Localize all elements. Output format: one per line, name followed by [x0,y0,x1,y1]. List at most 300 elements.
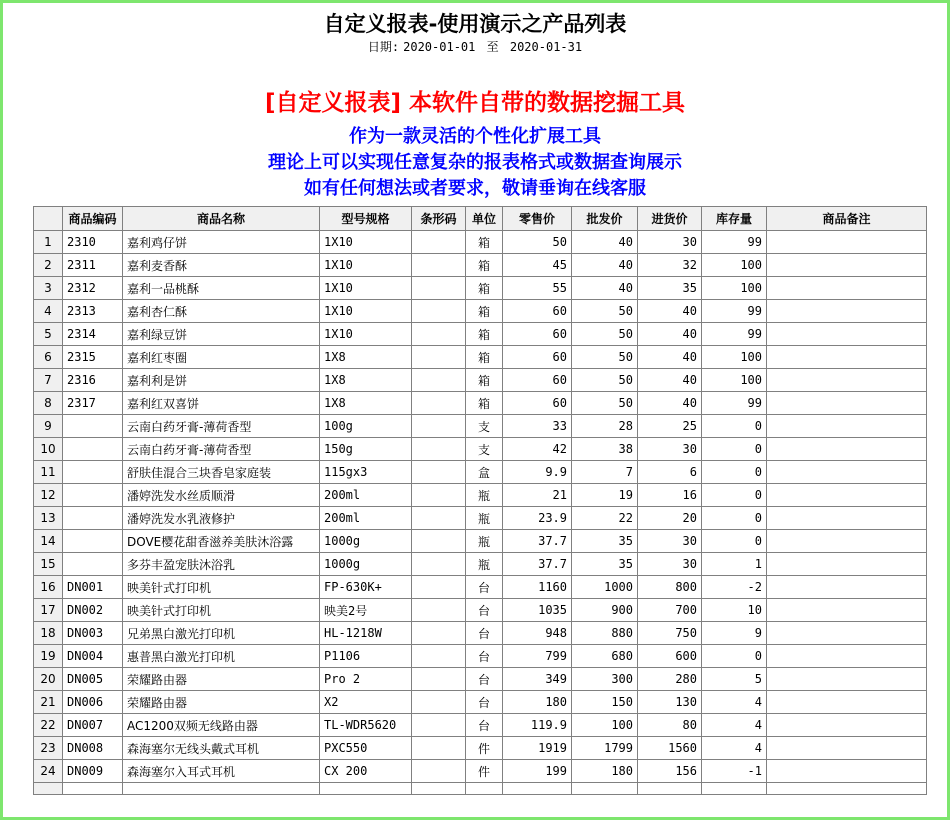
model-spec-cell[interactable]: 200ml [320,507,412,530]
table-row[interactable] [34,254,927,277]
barcode-cell[interactable] [412,277,466,300]
product-code-cell[interactable]: 2315 [63,346,123,369]
column-header-retail-price[interactable]: 零售价 [503,207,572,231]
row-index-cell[interactable]: 10 [34,438,63,461]
product-name-cell[interactable]: 荣耀路由器 [123,691,320,714]
wholesale-price-cell[interactable]: 40 [572,231,638,254]
stock-cell[interactable]: 99 [702,300,767,323]
model-spec-cell[interactable]: PXC550 [320,737,412,760]
retail-price-cell[interactable]: 37.7 [503,530,572,553]
product-code-cell[interactable]: DN003 [63,622,123,645]
note-cell[interactable] [767,737,927,760]
retail-price-cell[interactable]: 45 [503,254,572,277]
product-name-cell[interactable]: 嘉利一品桃酥 [123,277,320,300]
retail-price-cell[interactable]: 180 [503,691,572,714]
barcode-cell[interactable] [412,691,466,714]
table-row[interactable] [34,507,927,530]
stock-cell[interactable]: 0 [702,415,767,438]
model-spec-cell[interactable]: 1X8 [320,369,412,392]
barcode-cell[interactable] [412,300,466,323]
retail-price-cell[interactable]: 55 [503,277,572,300]
column-header-code[interactable]: 商品编码 [63,207,123,231]
product-name-cell[interactable]: 兄弟黑白激光打印机 [123,622,320,645]
product-code-cell[interactable]: DN009 [63,760,123,783]
unit-cell[interactable]: 盒 [466,461,503,484]
cost-price-cell[interactable]: 280 [638,668,702,691]
wholesale-price-cell[interactable]: 300 [572,668,638,691]
product-name-cell[interactable]: 嘉利红枣圈 [123,346,320,369]
unit-cell[interactable]: 台 [466,599,503,622]
unit-cell[interactable]: 瓶 [466,507,503,530]
cost-price-cell[interactable]: 80 [638,714,702,737]
wholesale-price-cell[interactable]: 900 [572,599,638,622]
product-code-cell[interactable] [63,783,123,795]
product-name-cell[interactable]: AC1200双频无线路由器 [123,714,320,737]
cost-price-cell[interactable]: 700 [638,599,702,622]
row-index-cell[interactable]: 13 [34,507,63,530]
note-cell[interactable] [767,369,927,392]
barcode-cell[interactable] [412,599,466,622]
row-index-cell[interactable]: 6 [34,346,63,369]
table-row[interactable] [34,668,927,691]
stock-cell[interactable]: 0 [702,461,767,484]
row-index-cell[interactable]: 14 [34,530,63,553]
table-row[interactable] [34,714,927,737]
column-header-wholesale-price[interactable]: 批发价 [572,207,638,231]
table-row[interactable] [34,231,927,254]
table-row[interactable] [34,369,927,392]
unit-cell[interactable]: 箱 [466,369,503,392]
row-index-cell[interactable]: 7 [34,369,63,392]
unit-cell[interactable]: 支 [466,415,503,438]
note-cell[interactable] [767,323,927,346]
product-code-cell[interactable]: 2310 [63,231,123,254]
unit-cell[interactable]: 件 [466,737,503,760]
cost-price-cell[interactable]: 20 [638,507,702,530]
product-name-cell[interactable]: 潘婷洗发水丝质顺滑 [123,484,320,507]
unit-cell[interactable]: 箱 [466,323,503,346]
barcode-cell[interactable] [412,530,466,553]
model-spec-cell[interactable]: 1000g [320,530,412,553]
unit-cell[interactable]: 瓶 [466,553,503,576]
cost-price-cell[interactable]: 25 [638,415,702,438]
stock-cell[interactable]: 0 [702,507,767,530]
unit-cell[interactable]: 箱 [466,392,503,415]
model-spec-cell[interactable]: 1X10 [320,300,412,323]
unit-cell[interactable]: 台 [466,668,503,691]
unit-cell[interactable]: 瓶 [466,484,503,507]
table-row[interactable] [34,599,927,622]
cost-price-cell[interactable]: 30 [638,231,702,254]
barcode-cell[interactable] [412,392,466,415]
cost-price-cell[interactable]: 40 [638,346,702,369]
barcode-cell[interactable] [412,714,466,737]
stock-cell[interactable]: 1 [702,553,767,576]
retail-price-cell[interactable]: 37.7 [503,553,572,576]
retail-price-cell[interactable]: 60 [503,346,572,369]
product-code-cell[interactable]: DN001 [63,576,123,599]
table-row[interactable] [34,415,927,438]
product-code-cell[interactable]: DN006 [63,691,123,714]
stock-cell[interactable]: 10 [702,599,767,622]
row-index-cell[interactable] [34,783,63,795]
product-name-cell[interactable]: 嘉利利是饼 [123,369,320,392]
table-row[interactable] [34,576,927,599]
product-code-cell[interactable]: DN007 [63,714,123,737]
retail-price-cell[interactable]: 60 [503,300,572,323]
product-name-cell[interactable]: 映美针式打印机 [123,599,320,622]
note-cell[interactable] [767,346,927,369]
product-code-cell[interactable]: DN004 [63,645,123,668]
stock-cell[interactable]: 99 [702,392,767,415]
table-row[interactable] [34,760,927,783]
note-cell[interactable] [767,714,927,737]
table-row[interactable] [34,645,927,668]
barcode-cell[interactable] [412,438,466,461]
cost-price-cell[interactable]: 40 [638,300,702,323]
wholesale-price-cell[interactable]: 880 [572,622,638,645]
model-spec-cell[interactable]: 1X8 [320,346,412,369]
cost-price-cell[interactable]: 800 [638,576,702,599]
product-code-cell[interactable]: 2311 [63,254,123,277]
product-code-cell[interactable] [63,553,123,576]
column-header-unit[interactable]: 单位 [466,207,503,231]
note-cell[interactable] [767,484,927,507]
barcode-cell[interactable] [412,576,466,599]
product-code-cell[interactable] [63,507,123,530]
note-cell[interactable] [767,599,927,622]
stock-cell[interactable] [702,783,767,795]
wholesale-price-cell[interactable]: 40 [572,254,638,277]
model-spec-cell[interactable]: 1X10 [320,254,412,277]
wholesale-price-cell[interactable]: 38 [572,438,638,461]
wholesale-price-cell[interactable]: 1000 [572,576,638,599]
table-row[interactable] [34,323,927,346]
note-cell[interactable] [767,438,927,461]
barcode-cell[interactable] [412,231,466,254]
note-cell[interactable] [767,231,927,254]
table-row[interactable] [34,300,927,323]
barcode-cell[interactable] [412,760,466,783]
product-name-cell[interactable]: 云南白药牙膏-薄荷香型 [123,415,320,438]
row-index-cell[interactable]: 9 [34,415,63,438]
note-cell[interactable] [767,392,927,415]
product-name-cell[interactable]: 森海塞尔无线头戴式耳机 [123,737,320,760]
table-row[interactable] [34,346,927,369]
barcode-cell[interactable] [412,553,466,576]
product-code-cell[interactable] [63,461,123,484]
model-spec-cell[interactable]: 200ml [320,484,412,507]
wholesale-price-cell[interactable]: 150 [572,691,638,714]
unit-cell[interactable]: 支 [466,438,503,461]
row-index-cell[interactable]: 5 [34,323,63,346]
wholesale-price-cell[interactable]: 1799 [572,737,638,760]
table-row[interactable] [34,392,927,415]
row-index-cell[interactable]: 18 [34,622,63,645]
cost-price-cell[interactable]: 30 [638,530,702,553]
unit-cell[interactable]: 台 [466,576,503,599]
note-cell[interactable] [767,507,927,530]
stock-cell[interactable]: 9 [702,622,767,645]
cost-price-cell[interactable]: 16 [638,484,702,507]
row-index-cell[interactable]: 4 [34,300,63,323]
stock-cell[interactable]: 99 [702,323,767,346]
row-index-cell[interactable]: 12 [34,484,63,507]
model-spec-cell[interactable]: HL-1218W [320,622,412,645]
stock-cell[interactable]: 0 [702,484,767,507]
wholesale-price-cell[interactable]: 50 [572,300,638,323]
note-cell[interactable] [767,645,927,668]
product-name-cell[interactable]: 嘉利鸡仔饼 [123,231,320,254]
product-name-cell[interactable]: 舒肤佳混合三块香皂家庭装 [123,461,320,484]
note-cell[interactable] [767,415,927,438]
retail-price-cell[interactable]: 23.9 [503,507,572,530]
model-spec-cell[interactable]: X2 [320,691,412,714]
wholesale-price-cell[interactable]: 28 [572,415,638,438]
wholesale-price-cell[interactable]: 50 [572,323,638,346]
unit-cell[interactable]: 箱 [466,300,503,323]
retail-price-cell[interactable]: 33 [503,415,572,438]
product-name-cell[interactable]: DOVE樱花甜香滋养美肤沐浴露 [123,530,320,553]
note-cell[interactable] [767,254,927,277]
wholesale-price-cell[interactable]: 7 [572,461,638,484]
barcode-cell[interactable] [412,622,466,645]
wholesale-price-cell[interactable]: 100 [572,714,638,737]
cost-price-cell[interactable]: 32 [638,254,702,277]
product-code-cell[interactable]: 2312 [63,277,123,300]
note-cell[interactable] [767,300,927,323]
barcode-cell[interactable] [412,484,466,507]
column-header-spec[interactable]: 型号规格 [320,207,412,231]
cost-price-cell[interactable]: 40 [638,369,702,392]
barcode-cell[interactable] [412,783,466,795]
cost-price-cell[interactable]: 156 [638,760,702,783]
model-spec-cell[interactable]: 1X8 [320,392,412,415]
wholesale-price-cell[interactable]: 19 [572,484,638,507]
model-spec-cell[interactable]: CX 200 [320,760,412,783]
wholesale-price-cell[interactable]: 50 [572,392,638,415]
cost-price-cell[interactable]: 1560 [638,737,702,760]
column-header-cost-price[interactable]: 进货价 [638,207,702,231]
model-spec-cell[interactable]: TL-WDR5620 [320,714,412,737]
table-row[interactable] [34,737,927,760]
stock-cell[interactable]: 100 [702,369,767,392]
barcode-cell[interactable] [412,369,466,392]
product-name-cell[interactable]: 森海塞尔入耳式耳机 [123,760,320,783]
product-code-cell[interactable] [63,438,123,461]
model-spec-cell[interactable]: 1X10 [320,323,412,346]
cost-price-cell[interactable]: 40 [638,323,702,346]
row-index-cell[interactable]: 2 [34,254,63,277]
table-row[interactable] [34,461,927,484]
product-code-cell[interactable]: 2317 [63,392,123,415]
product-code-cell[interactable]: 2316 [63,369,123,392]
stock-cell[interactable]: 100 [702,277,767,300]
cost-price-cell[interactable]: 30 [638,438,702,461]
product-name-cell[interactable]: 多芬丰盈宠肤沐浴乳 [123,553,320,576]
retail-price-cell[interactable]: 1035 [503,599,572,622]
unit-cell[interactable]: 件 [466,760,503,783]
product-name-cell[interactable]: 嘉利红双喜饼 [123,392,320,415]
unit-cell[interactable]: 箱 [466,346,503,369]
table-row[interactable] [34,691,927,714]
retail-price-cell[interactable] [503,783,572,795]
row-index-cell[interactable]: 3 [34,277,63,300]
column-header-name[interactable]: 商品名称 [123,207,320,231]
column-header-note[interactable]: 商品备注 [767,207,927,231]
product-code-cell[interactable]: 2313 [63,300,123,323]
table-row[interactable] [34,438,927,461]
retail-price-cell[interactable]: 119.9 [503,714,572,737]
row-index-cell[interactable]: 20 [34,668,63,691]
wholesale-price-cell[interactable]: 50 [572,369,638,392]
stock-cell[interactable]: 4 [702,714,767,737]
retail-price-cell[interactable]: 1919 [503,737,572,760]
model-spec-cell[interactable]: 115gx3 [320,461,412,484]
cost-price-cell[interactable] [638,783,702,795]
product-name-cell[interactable]: 映美针式打印机 [123,576,320,599]
cost-price-cell[interactable]: 35 [638,277,702,300]
model-spec-cell[interactable] [320,783,412,795]
model-spec-cell[interactable]: 映美2号 [320,599,412,622]
barcode-cell[interactable] [412,737,466,760]
unit-cell[interactable]: 台 [466,691,503,714]
cost-price-cell[interactable]: 130 [638,691,702,714]
cost-price-cell[interactable]: 30 [638,553,702,576]
product-code-cell[interactable] [63,415,123,438]
note-cell[interactable] [767,461,927,484]
unit-cell[interactable]: 台 [466,622,503,645]
stock-cell[interactable]: -2 [702,576,767,599]
wholesale-price-cell[interactable]: 22 [572,507,638,530]
row-index-cell[interactable]: 21 [34,691,63,714]
stock-cell[interactable]: 0 [702,645,767,668]
table-row[interactable] [34,553,927,576]
row-index-cell[interactable]: 1 [34,231,63,254]
wholesale-price-cell[interactable]: 180 [572,760,638,783]
retail-price-cell[interactable]: 60 [503,392,572,415]
note-cell[interactable] [767,691,927,714]
model-spec-cell[interactable]: FP-630K+ [320,576,412,599]
table-row[interactable] [34,622,927,645]
note-cell[interactable] [767,530,927,553]
unit-cell[interactable]: 台 [466,645,503,668]
product-code-cell[interactable] [63,484,123,507]
unit-cell[interactable]: 瓶 [466,530,503,553]
wholesale-price-cell[interactable] [572,783,638,795]
unit-cell[interactable]: 台 [466,714,503,737]
barcode-cell[interactable] [412,415,466,438]
row-index-cell[interactable]: 11 [34,461,63,484]
table-row[interactable] [34,484,927,507]
stock-cell[interactable]: 0 [702,530,767,553]
product-code-cell[interactable]: DN008 [63,737,123,760]
retail-price-cell[interactable]: 9.9 [503,461,572,484]
table-row[interactable] [34,783,927,795]
note-cell[interactable] [767,760,927,783]
note-cell[interactable] [767,622,927,645]
product-name-cell[interactable]: 嘉利绿豆饼 [123,323,320,346]
unit-cell[interactable]: 箱 [466,277,503,300]
retail-price-cell[interactable]: 60 [503,323,572,346]
note-cell[interactable] [767,277,927,300]
model-spec-cell[interactable]: Pro 2 [320,668,412,691]
row-index-cell[interactable]: 8 [34,392,63,415]
stock-cell[interactable]: -1 [702,760,767,783]
retail-price-cell[interactable]: 799 [503,645,572,668]
unit-cell[interactable]: 箱 [466,254,503,277]
model-spec-cell[interactable]: 1X10 [320,231,412,254]
cost-price-cell[interactable]: 750 [638,622,702,645]
stock-cell[interactable]: 4 [702,737,767,760]
row-index-cell[interactable]: 15 [34,553,63,576]
cost-price-cell[interactable]: 40 [638,392,702,415]
stock-cell[interactable]: 4 [702,691,767,714]
product-code-cell[interactable]: DN002 [63,599,123,622]
note-cell[interactable] [767,783,927,795]
model-spec-cell[interactable]: 1000g [320,553,412,576]
barcode-cell[interactable] [412,346,466,369]
barcode-cell[interactable] [412,323,466,346]
note-cell[interactable] [767,668,927,691]
stock-cell[interactable]: 100 [702,254,767,277]
barcode-cell[interactable] [412,254,466,277]
unit-cell[interactable]: 箱 [466,231,503,254]
wholesale-price-cell[interactable]: 35 [572,553,638,576]
note-cell[interactable] [767,576,927,599]
cost-price-cell[interactable]: 6 [638,461,702,484]
stock-cell[interactable]: 5 [702,668,767,691]
barcode-cell[interactable] [412,645,466,668]
column-header-stock[interactable]: 库存量 [702,207,767,231]
column-header-barcode[interactable]: 条形码 [412,207,466,231]
note-cell[interactable] [767,553,927,576]
wholesale-price-cell[interactable]: 50 [572,346,638,369]
product-name-cell[interactable]: 荣耀路由器 [123,668,320,691]
retail-price-cell[interactable]: 199 [503,760,572,783]
row-index-cell[interactable]: 23 [34,737,63,760]
model-spec-cell[interactable]: 100g [320,415,412,438]
retail-price-cell[interactable]: 1160 [503,576,572,599]
model-spec-cell[interactable]: 150g [320,438,412,461]
barcode-cell[interactable] [412,507,466,530]
retail-price-cell[interactable]: 50 [503,231,572,254]
retail-price-cell[interactable]: 42 [503,438,572,461]
row-index-cell[interactable]: 24 [34,760,63,783]
model-spec-cell[interactable]: 1X10 [320,277,412,300]
row-index-cell[interactable]: 17 [34,599,63,622]
stock-cell[interactable]: 100 [702,346,767,369]
product-code-cell[interactable]: DN005 [63,668,123,691]
row-index-cell[interactable]: 16 [34,576,63,599]
product-name-cell[interactable]: 云南白药牙膏-薄荷香型 [123,438,320,461]
product-code-cell[interactable] [63,530,123,553]
wholesale-price-cell[interactable]: 35 [572,530,638,553]
retail-price-cell[interactable]: 60 [503,369,572,392]
row-index-cell[interactable]: 19 [34,645,63,668]
retail-price-cell[interactable]: 948 [503,622,572,645]
stock-cell[interactable]: 0 [702,438,767,461]
product-code-cell[interactable]: 2314 [63,323,123,346]
unit-cell[interactable] [466,783,503,795]
table-row[interactable] [34,277,927,300]
wholesale-price-cell[interactable]: 680 [572,645,638,668]
retail-price-cell[interactable]: 349 [503,668,572,691]
stock-cell[interactable]: 99 [702,231,767,254]
product-name-cell[interactable]: 潘婷洗发水乳液修护 [123,507,320,530]
row-index-cell[interactable]: 22 [34,714,63,737]
barcode-cell[interactable] [412,668,466,691]
